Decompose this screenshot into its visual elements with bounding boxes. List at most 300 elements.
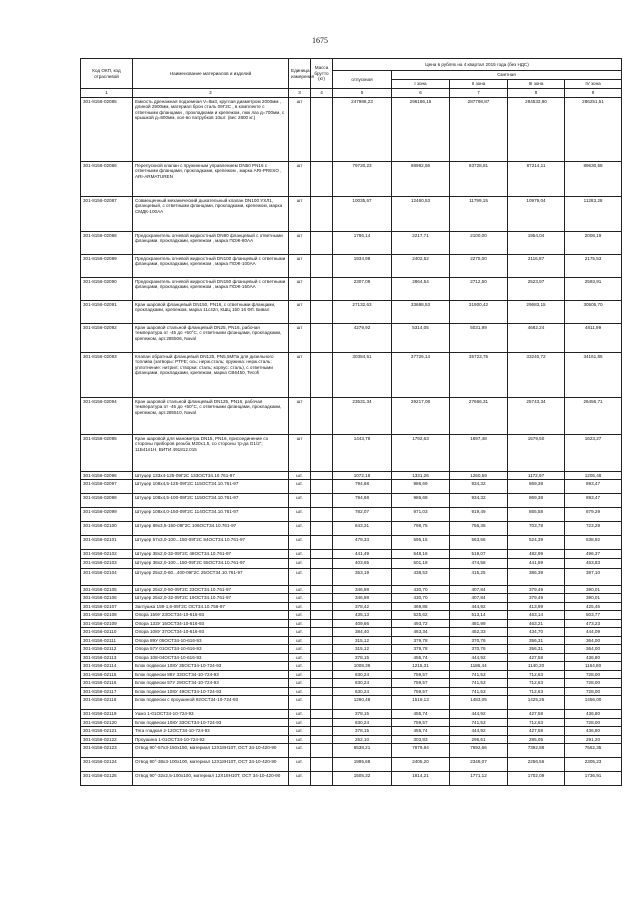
cell-code: 301-8156-02124: [81, 758, 133, 772]
cell-price-zone-4: 538,92: [565, 536, 622, 550]
cell-mass: [311, 300, 333, 323]
cell-price-zone-2: 1771,12: [450, 772, 508, 786]
cell-unit: шт: [289, 161, 311, 196]
cell-price-zone-1: 37726,14: [392, 352, 450, 397]
cell-price-zone-1: 33688,53: [392, 300, 450, 323]
cell-unit: шт: [289, 231, 311, 254]
cell-price-zone-2: 934,32: [450, 494, 508, 508]
table-row: [81, 277, 622, 300]
cell-price-zone-1: 971,03: [392, 508, 450, 522]
cell-price-zone-2: 11799,15: [450, 196, 508, 231]
cell-price-zone-3: 1702,09: [508, 772, 565, 786]
cell-unit: шт: [289, 323, 311, 352]
cell-mass: [311, 397, 333, 434]
column-number: 3: [289, 89, 311, 98]
cell-name: Предохранитель огневой жидкостный DN100 фланцевый с ответными фланцами, прокладками, крепежом , марка ПОЖ-100АА: [133, 254, 289, 277]
column-number: 7: [450, 89, 508, 98]
cell-mass: [311, 679, 333, 688]
cell-price-zone-3: 427,58: [508, 727, 565, 736]
cell-price-zone-3: 285,05: [508, 735, 565, 744]
cell-unit: шт.: [289, 558, 311, 568]
cell-name: Штуцер 25х2,0-32-09Г2С 19ОСТ34.10.761-97: [133, 594, 289, 603]
cell-unit: шт: [289, 97, 311, 161]
cell-unit: шт.: [289, 636, 311, 645]
cell-price-zone-3: 463,14: [508, 611, 565, 620]
cell-price-zone-4: 436,80: [565, 727, 622, 736]
table-row: [81, 254, 622, 277]
cell-mass: [311, 161, 333, 196]
cell-price-zone-2: 370,76: [450, 636, 508, 645]
table-row: [81, 434, 622, 471]
cell-price-zone-3: 434,70: [508, 628, 565, 637]
cell-mass: [311, 550, 333, 559]
table-row: [81, 772, 622, 786]
cell-name: Проушина 1-01ОСТ34-10-724-93: [133, 735, 289, 744]
table-row: [81, 758, 622, 772]
cell-mass: [311, 710, 333, 719]
cell-mass: [311, 594, 333, 603]
cell-price-zone-2: 1697,48: [450, 434, 508, 471]
cell-mass: [311, 645, 333, 654]
cell-price-release: 1934,98: [333, 254, 392, 277]
cell-name: Перепускной клапан с пружинным управлением DN50 PN16 с ответными фланцами, прокладками, крепежом , марка ARI-PRESO , ARI-ARMATUREN: [133, 161, 289, 196]
header-zone-1: I зона: [392, 80, 450, 89]
cell-price-zone-1: 5314,05: [392, 323, 450, 352]
cell-name: Штуцер 38х2,0-32-09Г2С 48ОСТ34.10.761-97: [133, 550, 289, 559]
cell-price-zone-2: 35723,75: [450, 352, 508, 397]
cell-price-zone-2: 444,92: [450, 602, 508, 611]
cell-name: Штуцер 25х2,0-50-09Г2С 23ОСТ34.10.761-97: [133, 585, 289, 594]
cell-code: 301-8156-02110: [81, 628, 133, 637]
cell-price-zone-3: 427,58: [508, 653, 565, 662]
header-zone-4: IV зона: [565, 80, 622, 89]
cell-mass: [311, 471, 333, 480]
cell-code: 301-8156-02094: [81, 397, 133, 434]
cell-name: Кран шаровой стальной фланцевый DN25, PN16, рабочая температура от -45 до +50°С, с ответными фланцами, прокладками, крепежом, арт.285506, Naval: [133, 323, 289, 352]
cell-price-zone-2: 407,84: [450, 594, 508, 603]
table-row: [81, 662, 622, 671]
cell-mass: [311, 628, 333, 637]
cell-price-zone-3: 10979,04: [508, 196, 565, 231]
cell-price-release: 378,15: [333, 710, 392, 719]
cell-unit: шт: [289, 300, 311, 323]
cell-price-zone-4: 444,09: [565, 628, 622, 637]
cell-price-release: 353,19: [333, 568, 392, 585]
cell-price-release: 1505,32: [333, 772, 392, 786]
cell-code: 301-8156-02102: [81, 550, 133, 559]
cell-code: 301-8156-02111: [81, 636, 133, 645]
cell-code: 301-8156-02120: [81, 718, 133, 727]
cell-price-zone-2: 31900,42: [450, 300, 508, 323]
cell-price-zone-3: 712,63: [508, 670, 565, 679]
cell-name: Предохранитель огневой жидкостный DN80 фланцевый с ответными фланцами, прокладками, крепежом , марка ПОЖ-80АА: [133, 231, 289, 254]
cell-price-release: 384,40: [333, 628, 392, 637]
table-row: [81, 161, 622, 196]
cell-price-zone-3: 703,78: [508, 522, 565, 536]
cell-price-zone-1: 548,16: [392, 550, 450, 559]
cell-price-zone-4: 364,00: [565, 645, 622, 654]
cell-price-zone-2: 7692,66: [450, 744, 508, 758]
cell-unit: шт.: [289, 611, 311, 620]
cell-price-zone-1: 469,85: [392, 602, 450, 611]
cell-price-zone-4: 2008,19: [565, 231, 622, 254]
cell-price-zone-2: 474,58: [450, 558, 508, 568]
cell-unit: шт.: [289, 508, 311, 522]
cell-price-zone-3: 1425,25: [508, 696, 565, 710]
cell-price-zone-3: 427,58: [508, 710, 565, 719]
page-number: 1675: [312, 36, 328, 45]
cell-price-zone-1: 455,74: [392, 653, 450, 662]
cell-price-release: 378,15: [333, 653, 392, 662]
cell-code: 301-8156-02096: [81, 471, 133, 480]
cell-price-zone-4: 893,47: [565, 494, 622, 508]
cell-unit: шт.: [289, 568, 311, 585]
cell-price-zone-2: 1260,59: [450, 471, 508, 480]
cell-price-zone-3: 386,39: [508, 568, 565, 585]
cell-unit: шт.: [289, 522, 311, 536]
cell-name: Опора 57У 01ОСТ34-10-616-93: [133, 645, 289, 654]
cell-name: Блок подвески 108У 35ОСТ34-10-724-93: [133, 662, 289, 671]
cell-price-zone-1: 29217,08: [392, 397, 450, 434]
cell-unit: шт.: [289, 662, 311, 671]
cell-price-release: 378,42: [333, 602, 392, 611]
cell-mass: [311, 758, 333, 772]
cell-price-zone-1: 595,15: [392, 536, 450, 550]
cell-mass: [311, 352, 333, 397]
table-row: [81, 397, 622, 434]
column-number: 1: [81, 89, 133, 98]
cell-price-zone-1: 296186,15: [392, 97, 450, 161]
cell-price-release: 479,33: [333, 536, 392, 550]
cell-name: Кран шаровой для манометра DN15, PN16, присоединение со стороны приборов резьба M20x1,5, со стороны тр-да G1/2", 11Б41п1Н, ВИТИ 491812.015: [133, 434, 289, 471]
cell-mass: [311, 536, 333, 550]
cell-price-release: 435,13: [333, 611, 392, 620]
cell-price-zone-2: 27666,31: [450, 397, 508, 434]
cell-code: 301-8156-02113: [81, 653, 133, 662]
header-smeta: Сметная: [392, 71, 622, 80]
cell-mass: [311, 522, 333, 536]
cell-name: Емкость дренажная подземная V=8м3, круглая диаметром 2000мм , длиной 2900мм, материал брон сталь 09Г2С , в комплекте с ответными фланцами , прокладками и крепежом, люк лаз д=700мм, с крышкой д=800мм, хол-во патрубков 10шт. (вес 2800 кг.): [133, 97, 289, 161]
cell-price-zone-1: 7879,84: [392, 744, 450, 758]
cell-price-zone-4: 1736,91: [565, 772, 622, 786]
cell-unit: шт.: [289, 696, 311, 710]
cell-code: 301-8156-02112: [81, 645, 133, 654]
cell-unit: шт.: [289, 758, 311, 772]
table-row: [81, 471, 622, 480]
cell-mass: [311, 277, 333, 300]
cell-price-release: 30384,51: [333, 352, 392, 397]
cell-name: Предохранитель огневой жидкостный DN150 фланцевый с ответными фланцами, прокладками, крепежом , марка ПОЖ-150АА: [133, 277, 289, 300]
column-number: 4: [311, 89, 333, 98]
cell-mass: [311, 196, 333, 231]
column-number: 6: [392, 89, 450, 98]
table-row: [81, 679, 622, 688]
cell-price-zone-4: 390,01: [565, 585, 622, 594]
header-zone-3: III зона: [508, 80, 565, 89]
cell-unit: шт: [289, 434, 311, 471]
cell-price-zone-1: 438,53: [392, 568, 450, 585]
cell-mass: [311, 718, 333, 727]
cell-unit: шт.: [289, 585, 311, 594]
cell-price-zone-3: 441,59: [508, 558, 565, 568]
cell-mass: [311, 696, 333, 710]
cell-price-zone-4: 1623,27: [565, 434, 622, 471]
cell-price-zone-3: 33240,72: [508, 352, 565, 397]
cell-price-zone-2: 93728,81: [450, 161, 508, 196]
cell-price-release: 247986,23: [333, 97, 392, 161]
cell-price-release: 630,24: [333, 670, 392, 679]
cell-mass: [311, 670, 333, 679]
cell-mass: [311, 619, 333, 628]
table-body: [81, 97, 622, 786]
table-header: [81, 59, 622, 98]
cell-name: Штуцер 57х3,0-100...150-09Г2С 84ОСТ34.10.761-97: [133, 536, 289, 550]
cell-price-zone-3: 7392,88: [508, 744, 565, 758]
cell-price-zone-3: 712,63: [508, 687, 565, 696]
header-name: Наименование материалов и изделий: [133, 59, 289, 89]
cell-price-zone-4: 1205,48: [565, 471, 622, 480]
cell-code: 301-8156-02118: [81, 696, 133, 710]
table-row: [81, 727, 622, 736]
cell-mass: [311, 735, 333, 744]
cell-price-release: 1008,39: [333, 662, 392, 671]
cell-price-zone-2: 370,76: [450, 645, 508, 654]
cell-code: 301-8156-02121: [81, 727, 133, 736]
table-row: [81, 619, 622, 628]
price-table: [80, 58, 622, 786]
cell-code: 301-8156-02101: [81, 536, 133, 550]
cell-price-zone-2: 919,49: [450, 508, 508, 522]
cell-price-zone-3: 356,31: [508, 636, 565, 645]
table-row: [81, 611, 622, 620]
cell-price-zone-2: 741,53: [450, 718, 508, 727]
table-row: [81, 670, 622, 679]
cell-price-zone-3: 712,63: [508, 718, 565, 727]
cell-price-zone-4: 291,20: [565, 735, 622, 744]
cell-unit: шт: [289, 254, 311, 277]
cell-price-zone-4: 893,47: [565, 480, 622, 494]
cell-price-zone-4: 728,00: [565, 670, 622, 679]
cell-price-zone-1: 1215,31: [392, 662, 450, 671]
cell-price-zone-2: 519,07: [450, 550, 508, 559]
cell-price-zone-3: 1954,04: [508, 231, 565, 254]
cell-code: 301-8156-02115: [81, 670, 133, 679]
cell-code: 301-8156-02103: [81, 558, 133, 568]
cell-price-zone-2: 563,56: [450, 536, 508, 550]
cell-price-release: 252,10: [333, 735, 392, 744]
table-row: [81, 522, 622, 536]
cell-price-zone-2: 741,53: [450, 687, 508, 696]
cell-price-zone-4: 2593,91: [565, 277, 622, 300]
table-row: [81, 97, 622, 161]
cell-mass: [311, 323, 333, 352]
cell-unit: шт.: [289, 645, 311, 654]
cell-price-zone-3: 869,38: [508, 494, 565, 508]
cell-price-zone-2: 407,84: [450, 585, 508, 594]
cell-price-zone-4: 364,00: [565, 636, 622, 645]
cell-price-zone-4: 2305,23: [565, 758, 622, 772]
cell-name: Штуцер 38х2,0-100...150-09Г2С 55ОСТ34.10.761-97: [133, 558, 289, 568]
cell-name: Кран шаровой фланцевый DN150, PN16, с ответными фланцами, прокладками, крепежом, марка 11с42п, КШЦ 150 16 ФЛ. Бивал: [133, 300, 289, 323]
cell-code: 301-8156-02087: [81, 196, 133, 231]
cell-unit: шт: [289, 397, 311, 434]
column-number: 8: [508, 89, 565, 98]
table-row: [81, 687, 622, 696]
cell-price-zone-1: 759,57: [392, 670, 450, 679]
cell-price-release: 643,31: [333, 522, 392, 536]
column-number: 5: [333, 89, 392, 98]
cell-price-release: 630,24: [333, 679, 392, 688]
cell-code: 301-8156-02091: [81, 300, 133, 323]
cell-price-release: 1260,48: [333, 696, 392, 710]
table-row: [81, 628, 622, 637]
cell-price-zone-3: 482,99: [508, 550, 565, 559]
cell-code: 301-8156-02104: [81, 568, 133, 585]
cell-price-zone-3: 356,31: [508, 645, 565, 654]
cell-code: 301-8156-02123: [81, 744, 133, 758]
cell-price-zone-3: 869,38: [508, 480, 565, 494]
cell-mass: [311, 727, 333, 736]
cell-price-zone-1: 759,57: [392, 679, 450, 688]
cell-price-zone-2: 1186,44: [450, 662, 508, 671]
cell-price-zone-4: 390,01: [565, 594, 622, 603]
cell-mass: [311, 744, 333, 758]
cell-price-zone-2: 1483,05: [450, 696, 508, 710]
cell-code: 301-8156-02119: [81, 710, 133, 719]
cell-price-release: 403,65: [333, 558, 392, 568]
header-code: Код ОКП, код отраслевой: [81, 59, 133, 89]
cell-name: Ушко 1-01ОСТ34-10-724-93: [133, 710, 289, 719]
cell-code: 301-8156-02107: [81, 602, 133, 611]
cell-unit: шт.: [289, 480, 311, 494]
table-row: [81, 653, 622, 662]
cell-name: Отвод 90°-38х3-100х100, материал 12Х18Н10Т, ОСТ 34-10-420-90: [133, 758, 289, 772]
cell-unit: шт.: [289, 550, 311, 559]
cell-price-zone-2: 741,53: [450, 670, 508, 679]
cell-unit: шт: [289, 196, 311, 231]
cell-unit: шт.: [289, 670, 311, 679]
cell-price-zone-2: 934,32: [450, 480, 508, 494]
cell-mass: [311, 434, 333, 471]
table-row: [81, 494, 622, 508]
cell-unit: шт.: [289, 471, 311, 480]
cell-mass: [311, 494, 333, 508]
cell-price-release: 441,49: [333, 550, 392, 559]
cell-price-zone-4: 1164,80: [565, 662, 622, 671]
table-row: [81, 636, 622, 645]
table-row: [81, 568, 622, 585]
cell-price-zone-4: 11283,28: [565, 196, 622, 231]
cell-price-zone-1: 2402,52: [392, 254, 450, 277]
cell-unit: шт.: [289, 735, 311, 744]
cell-code: 301-8156-02088: [81, 231, 133, 254]
cell-code: 301-8156-02093: [81, 352, 133, 397]
cell-price-zone-4: 1456,00: [565, 696, 622, 710]
cell-price-zone-3: 2116,87: [508, 254, 565, 277]
cell-code: 301-8156-02105: [81, 585, 133, 594]
cell-unit: шт.: [289, 710, 311, 719]
cell-unit: шт.: [289, 628, 311, 637]
cell-price-release: 2307,09: [333, 277, 392, 300]
cell-code: 301-8156-02090: [81, 277, 133, 300]
cell-price-release: 1995,68: [333, 758, 392, 772]
cell-price-zone-4: 728,00: [565, 687, 622, 696]
cell-unit: шт: [289, 352, 311, 397]
cell-price-zone-1: 525,62: [392, 611, 450, 620]
cell-price-release: 23531,34: [333, 397, 392, 434]
cell-mass: [311, 772, 333, 786]
cell-price-zone-2: 2100,00: [450, 231, 508, 254]
cell-price-release: 346,88: [333, 585, 392, 594]
cell-price-zone-2: 287798,87: [450, 97, 508, 161]
cell-price-release: 79720,23: [333, 161, 392, 196]
cell-name: Совмещенный механический дыхательный клапан DN100 УХЛ1, фланцевый, с ответными фланцами, прокладками, крепежом, марка СМДК-100АА: [133, 196, 289, 231]
cell-code: 301-8156-02106: [81, 594, 133, 603]
cell-price-release: 27132,63: [333, 300, 392, 323]
cell-name: Клапан обратный фланцевый DN125, PN5,5МПа для дизельного топлива (затворы: PTFE; ось: нерж.сталь; пружина: нерж.сталь; уплотнение: нитрил; створки: сталь; корпус: сталь), с ответными фланцами, прокладками, крепежом, марка CB6450, Tecofi: [133, 352, 289, 397]
cell-mass: [311, 231, 333, 254]
cell-price-zone-4: 728,00: [565, 679, 622, 688]
cell-code: 301-8156-02117: [81, 687, 133, 696]
cell-mass: [311, 508, 333, 522]
header-price: Цена в рублях на 4 квартал 2015 года (без НДС): [333, 59, 622, 71]
cell-price-zone-3: 284533,90: [508, 97, 565, 161]
cell-name: Штуцер 89х3,5-150-09Г2С 106ОСТ34.10.761-97: [133, 522, 289, 536]
cell-price-zone-1: 986,69: [392, 494, 450, 508]
cell-price-zone-1: 759,57: [392, 687, 450, 696]
table-row: [81, 718, 622, 727]
cell-price-release: 6538,21: [333, 744, 392, 758]
cell-name: Опора 108-04ОСТ34-10-616-93: [133, 653, 289, 662]
cell-price-release: 346,88: [333, 594, 392, 603]
table-row: [81, 550, 622, 559]
cell-price-zone-1: 379,78: [392, 645, 450, 654]
cell-price-zone-1: 430,70: [392, 585, 450, 594]
cell-price-zone-2: 296,61: [450, 735, 508, 744]
cell-price-zone-4: 436,80: [565, 653, 622, 662]
cell-price-zone-4: 30505,70: [565, 300, 622, 323]
cell-code: 301-8156-02114: [81, 662, 133, 671]
cell-name: Блок подвески 89У 33ОСТ34-10-724-93: [133, 670, 289, 679]
cell-price-zone-3: 1172,97: [508, 471, 565, 480]
cell-price-zone-2: 5031,99: [450, 323, 508, 352]
cell-price-zone-4: 4811,99: [565, 323, 622, 352]
cell-price-zone-3: 2256,56: [508, 758, 565, 772]
cell-code: 301-8156-02086: [81, 161, 133, 196]
cell-price-zone-4: 453,83: [565, 558, 622, 568]
cell-price-zone-1: 759,57: [392, 718, 450, 727]
cell-price-zone-1: 501,18: [392, 558, 450, 568]
cell-mass: [311, 558, 333, 568]
table-row: [81, 696, 622, 710]
cell-price-release: 1443,78: [333, 434, 392, 471]
cell-price-zone-1: 98982,56: [392, 161, 450, 196]
table-row: [81, 231, 622, 254]
cell-price-zone-4: 723,29: [565, 522, 622, 536]
cell-price-zone-3: 712,63: [508, 679, 565, 688]
cell-price-zone-4: 503,77: [565, 611, 622, 620]
cell-price-zone-4: 397,10: [565, 568, 622, 585]
cell-unit: шт.: [289, 687, 311, 696]
cell-price-zone-2: 444,92: [450, 653, 508, 662]
cell-price-zone-1: 2405,20: [392, 758, 450, 772]
cell-code: 301-8156-02125: [81, 772, 133, 786]
cell-price-zone-2: 444,92: [450, 727, 508, 736]
cell-unit: шт.: [289, 594, 311, 603]
cell-price-zone-1: 12460,53: [392, 196, 450, 231]
cell-name: Блок подвески с проушиной 92ОСТ34-10-724-93: [133, 696, 289, 710]
cell-unit: шт: [289, 277, 311, 300]
